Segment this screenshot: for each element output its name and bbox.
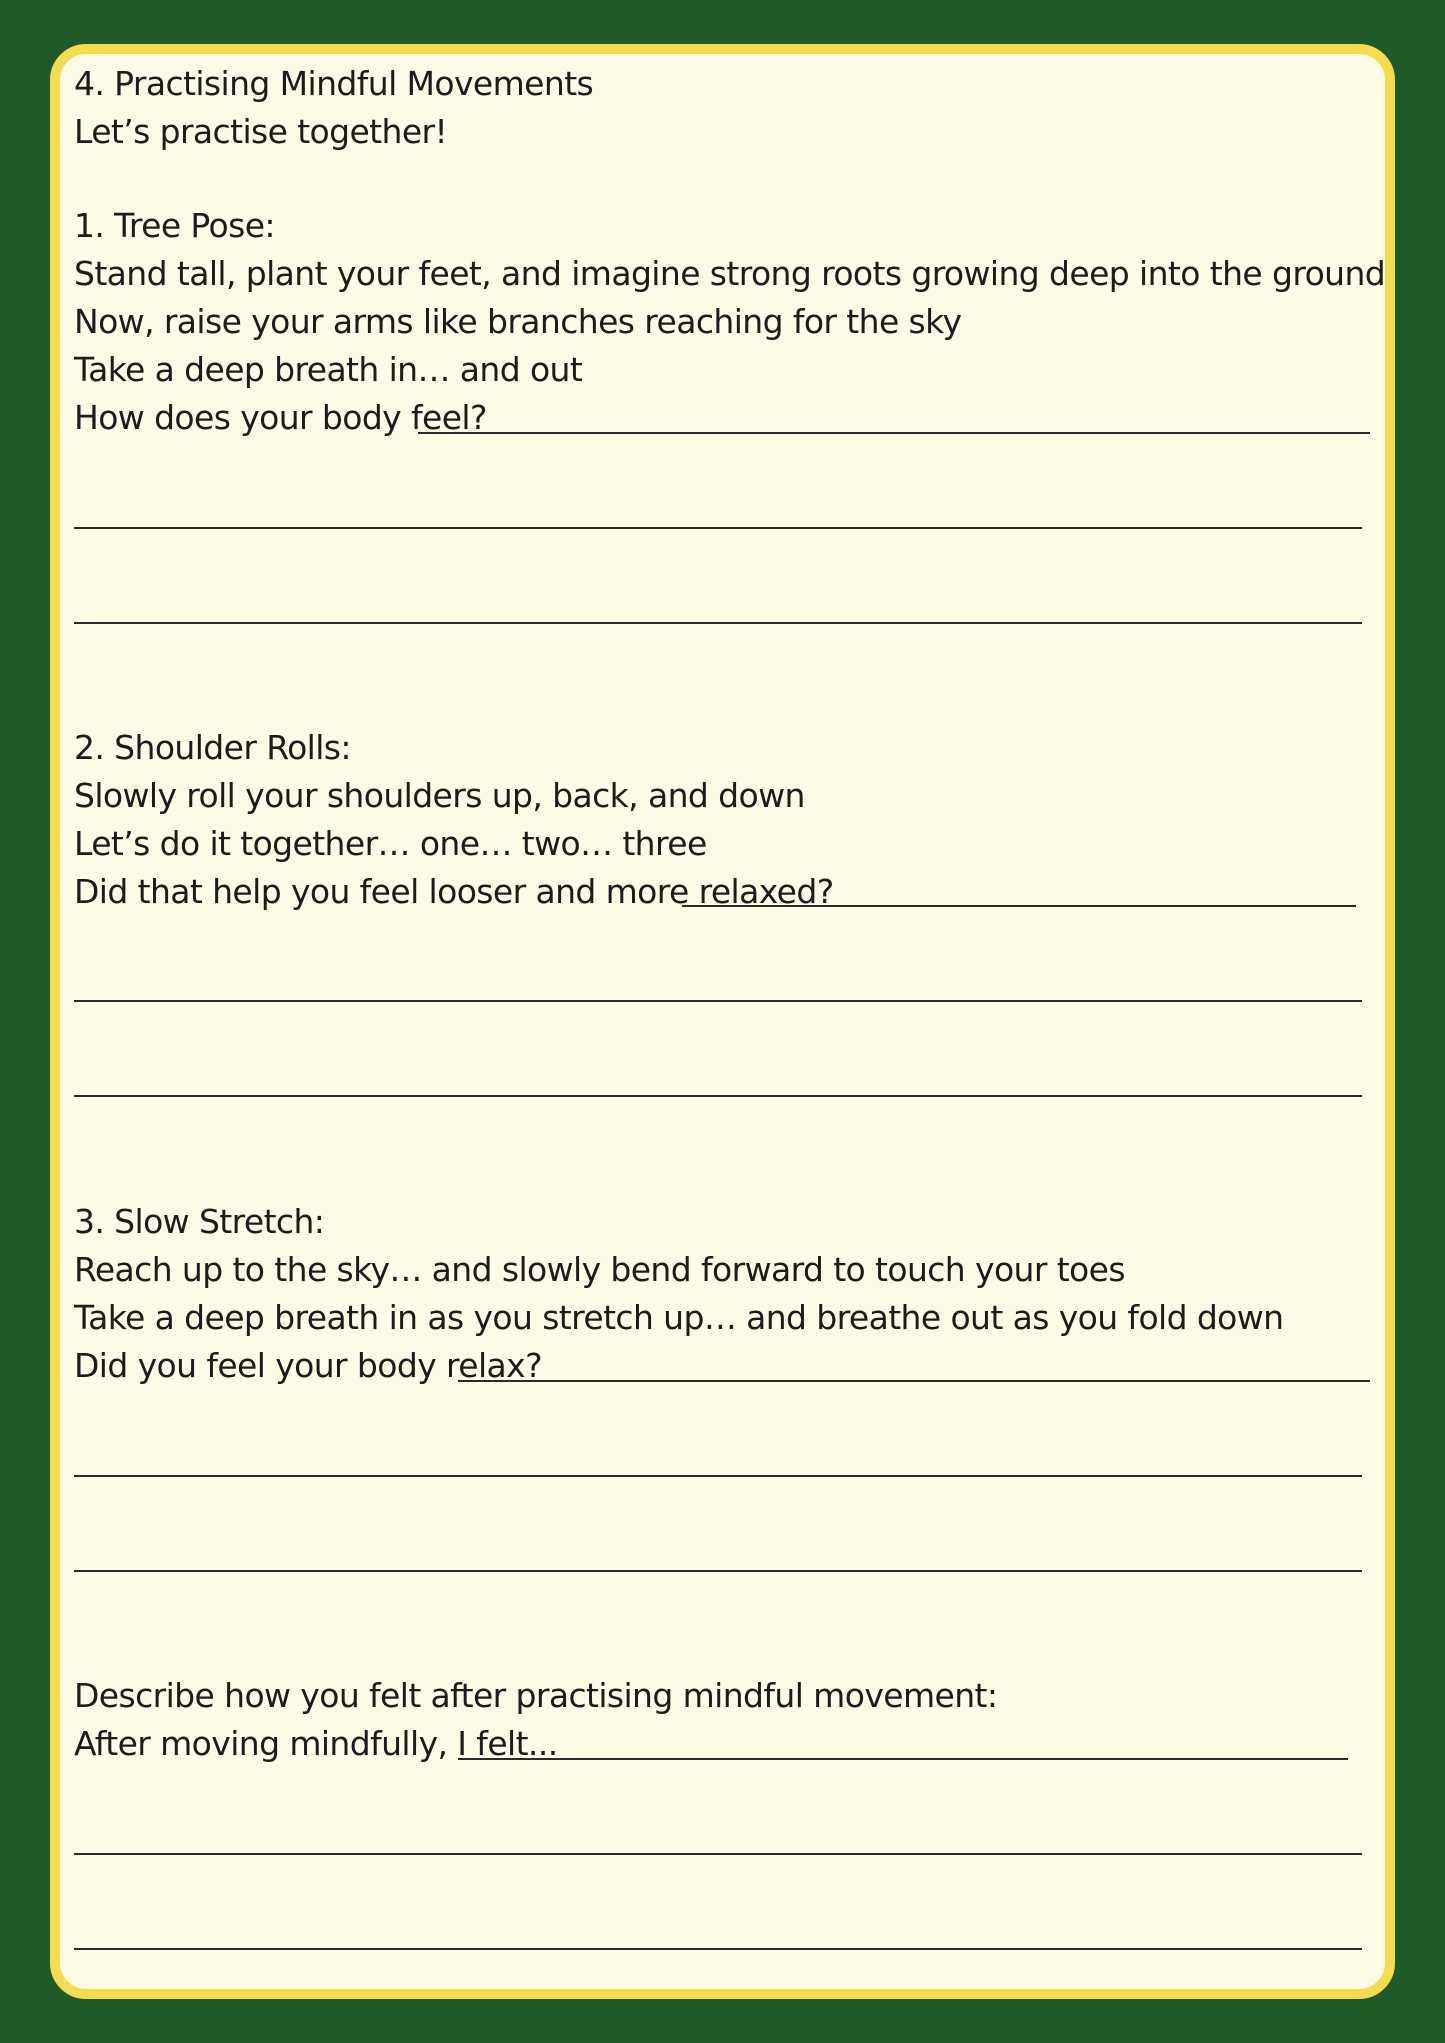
section-title-shoulder-rolls: 2. Shoulder Rolls: bbox=[74, 728, 351, 767]
section-title-slow-stretch: 3. Slow Stretch: bbox=[74, 1202, 325, 1241]
instruction-line: Let’s do it together… one… two… three bbox=[74, 824, 707, 863]
answer-line[interactable] bbox=[418, 432, 1370, 434]
answer-line[interactable] bbox=[74, 1853, 1362, 1855]
answer-line[interactable] bbox=[458, 1380, 1370, 1382]
question-tree-pose: How does your body feel? bbox=[74, 398, 487, 437]
reflection-prompt: Describe how you felt after practising mindful movement: bbox=[74, 1676, 998, 1715]
instruction-line: Slowly roll your shoulders up, back, and down bbox=[74, 776, 805, 815]
question-slow-stretch: Did you feel your body relax? bbox=[74, 1346, 542, 1385]
instruction-line: Reach up to the sky… and slowly bend forward to touch your toes bbox=[74, 1250, 1125, 1289]
answer-line[interactable] bbox=[682, 905, 1356, 907]
answer-line[interactable] bbox=[74, 622, 1362, 624]
worksheet-intro: Let’s practise together! bbox=[74, 112, 448, 151]
answer-line[interactable] bbox=[74, 1475, 1362, 1477]
instruction-line: Take a deep breath in as you stretch up… and breathe out as you fold down bbox=[74, 1298, 1284, 1337]
instruction-line: Take a deep breath in… and out bbox=[74, 350, 583, 389]
answer-line[interactable] bbox=[74, 1570, 1362, 1572]
answer-line[interactable] bbox=[458, 1758, 1348, 1760]
reflection-sentence-start: After moving mindfully, I felt... bbox=[74, 1724, 558, 1763]
worksheet-heading: 4. Practising Mindful Movements bbox=[74, 64, 594, 103]
section-title-tree-pose: 1. Tree Pose: bbox=[74, 206, 275, 245]
answer-line[interactable] bbox=[74, 1948, 1362, 1950]
answer-line[interactable] bbox=[74, 1000, 1362, 1002]
instruction-line: Now, raise your arms like branches reaching for the sky bbox=[74, 302, 962, 341]
instruction-line: Stand tall, plant your feet, and imagine strong roots growing deep into the ground bbox=[74, 254, 1386, 293]
answer-line[interactable] bbox=[74, 527, 1362, 529]
answer-line[interactable] bbox=[74, 1095, 1362, 1097]
question-shoulder-rolls: Did that help you feel looser and more relaxed? bbox=[74, 872, 834, 911]
